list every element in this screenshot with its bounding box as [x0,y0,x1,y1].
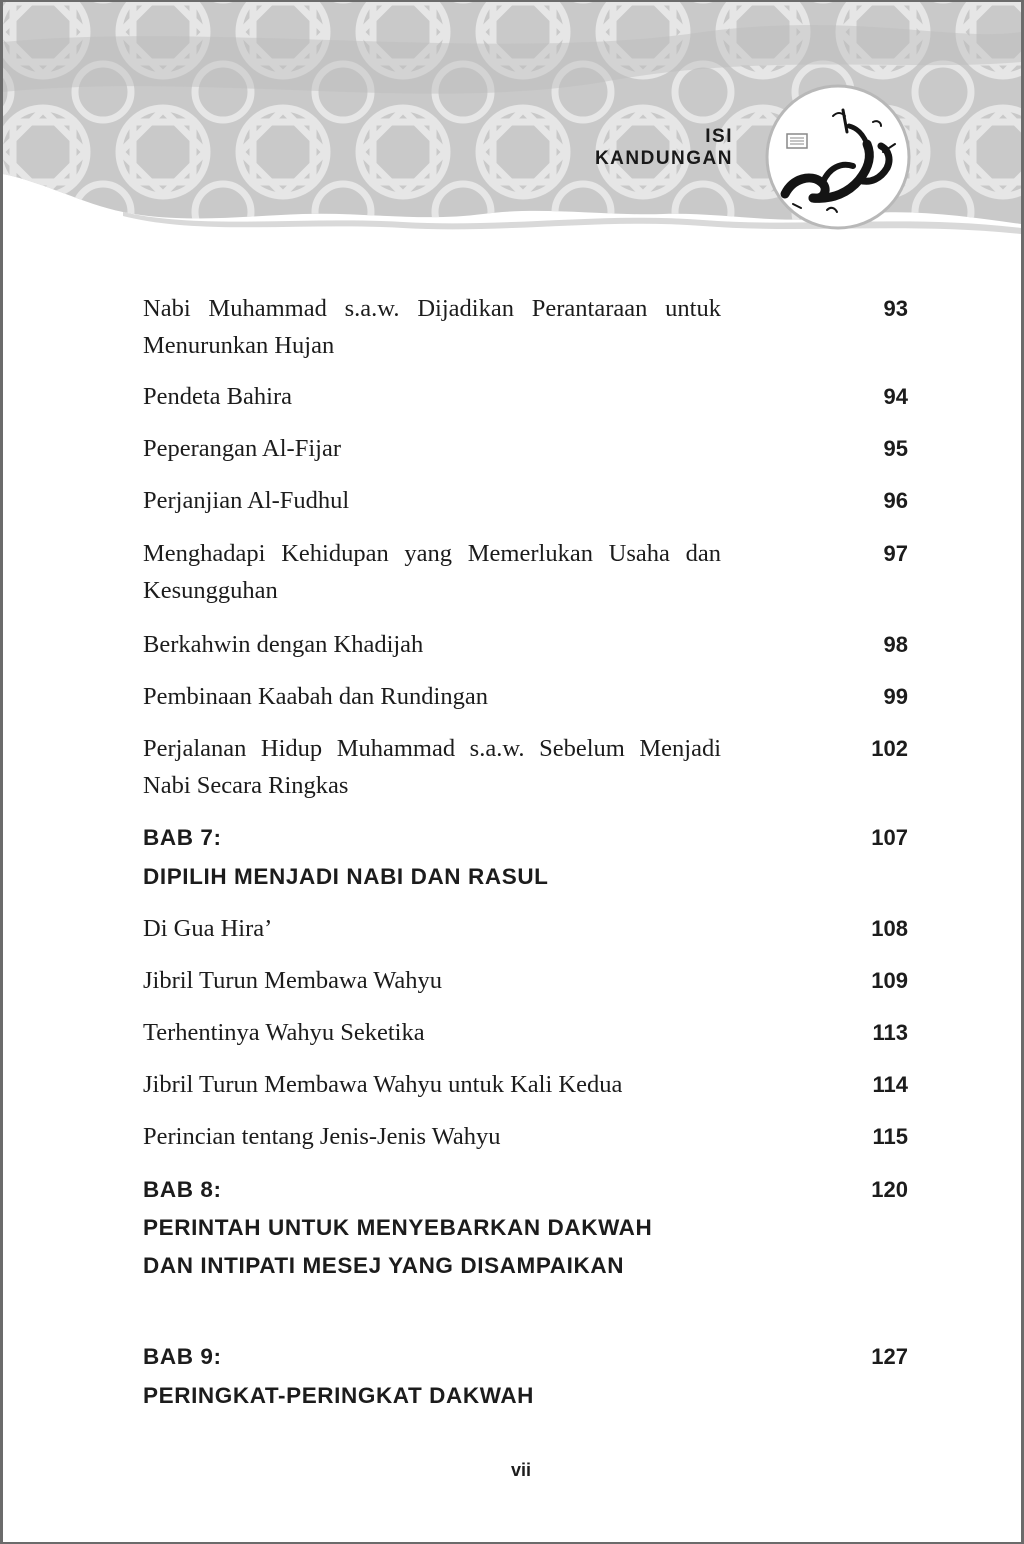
entry-page-number: 109 [871,968,908,993]
entry-title: Perjanjian Al-Fudhul [143,487,350,514]
entry-page-number: 108 [871,916,908,941]
book-page [3,2,1021,1542]
entry-page-number: 95 [883,436,908,461]
chapter-title: DIPILIH MENJADI NABI DAN RASUL [143,864,549,889]
entry-page-number: 93 [883,296,908,321]
entry-page-number: 114 [872,1072,908,1097]
entry-title: Peperangan Al-Fijar [143,435,341,462]
entry-title: Pendeta Bahira [143,383,292,410]
entry-page-number: 102 [871,736,908,761]
entry-page-number: 115 [872,1124,908,1149]
entry-title: Nabi Muhammad s.a.w. Dijadikan Perantaraan untuk Menurunkan Hujan [143,295,721,359]
section-title: ISI KANDUNGAN [594,126,733,169]
entry-page-number: 107 [871,825,908,850]
entry-title: Berkahwin dengan Khadijah [143,631,424,658]
entry-page-number: 120 [871,1177,908,1202]
chapter-title: PERINGKAT-PERINGKAT DAKWAH [143,1383,535,1408]
entry-title: Perincian tentang Jenis-Jenis Wahyu [143,1123,501,1150]
entry-title: Perjalanan Hidup Muhammad s.a.w. Sebelum Menjadi Nabi Secara Ringkas [143,735,721,799]
entry-title: Menghadapi Kehidupan yang Memerlukan Usaha dan Kesungguhan [143,540,721,604]
entry-title: Jibril Turun Membawa Wahyu untuk Kali Kedua [143,1071,623,1098]
entry-title: Pembinaan Kaabah dan Rundingan [143,683,488,710]
chapter-title: PERINTAH UNTUK MENYEBARKAN DAKWAH DAN INTIPATI MESEJ YANG DISAMPAIKAN [143,1215,653,1278]
chapter-label: BAB 7: [143,825,222,850]
entry-page-number: 96 [883,488,908,513]
table-of-contents [143,290,908,1420]
entry-title: Di Gua Hira’ [143,915,273,942]
entry-title: Terhentinya Wahyu Seketika [143,1019,425,1046]
calligraphy-emblem-icon [763,82,913,232]
entry-page-number: 98 [883,632,908,657]
chapter-label: BAB 9: [143,1344,222,1369]
entry-page-number: 97 [883,541,908,566]
entry-page-number: 94 [883,384,908,409]
entry-page-number: 99 [883,684,908,709]
entry-title: Jibril Turun Membawa Wahyu [143,967,443,994]
entry-page-number: 127 [871,1344,908,1369]
entry-page-number: 113 [872,1020,908,1045]
page-number: vii [510,1460,531,1480]
chapter-label: BAB 8: [143,1177,222,1202]
